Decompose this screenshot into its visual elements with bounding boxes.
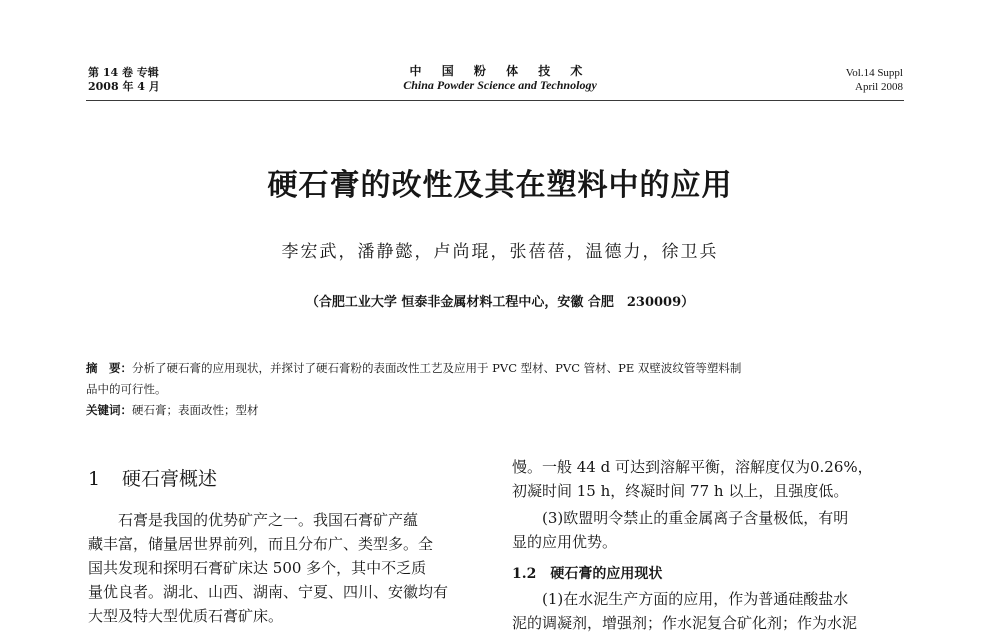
left-line: 量优良者。湖北、山西、湖南、宁夏、四川、安徽均有 [88,583,449,601]
header-divider [86,100,904,101]
section-heading [88,464,217,491]
abstract-label: 摘 要： [86,361,132,375]
header-date-en: April 2008 [855,81,903,93]
article-title: 硬石膏的改性及其在塑料中的应用 [267,168,733,203]
right-column-paragraph-1 [512,455,873,503]
journal-name-en: China Powder Science and Technology [403,78,597,92]
right-column-paragraph-2 [512,506,848,554]
abstract-line-2: 品中的可行性。 [86,382,167,396]
left-line: 大型及特大型优质石膏矿床。 [88,607,284,625]
left-line: 石膏是我国的优势矿产之一。我国石膏矿产蕴 [88,511,419,529]
left-column-paragraph [88,508,448,628]
right-line: 初凝时间 15 h，终凝时间 77 h 以上，且强度低。 [512,482,849,500]
journal-name-cn: 中 国 粉 体 技 术 [409,64,591,78]
keywords-line [86,402,259,418]
header-volume-en: Vol.14 Suppl [845,67,903,79]
left-line: 国共发现和探明石膏矿床达 500 多个，其中不乏质 [88,559,427,577]
section-number: 1 [88,468,101,490]
right-line: (1)在水泥生产方面的应用，作为普通硅酸盐水 [512,590,849,608]
header-date-cn: 2008 年 4 月 [88,80,160,93]
header-volume-en-info [846,66,903,94]
abstract-line-1 [86,360,741,376]
abstract-text-1: 分析了硬石膏的应用现状，并探讨了硬石膏粉的表面改性工艺及应用于 PVC 型材、PVC 管材、PE 双壁波纹管等塑料制 [132,361,742,375]
right-column-paragraph-3 [512,587,857,635]
section-title: 硬石膏概述 [122,468,218,490]
right-line: 泥的调凝剂，增强剂；作水泥复合矿化剂；作为水泥 [512,614,858,632]
article-affiliation: （合肥工业大学 恒泰非金属材料工程中心，安徽 合肥 230009） [305,295,695,310]
left-line: 藏丰富，储量居世界前列，而且分布广、类型多。全 [88,535,434,553]
right-line: 显的应用优势。 [512,533,618,551]
keywords-text: 硬石膏；表面改性；型材 [132,403,259,417]
keywords-label: 关键词： [86,403,132,417]
right-line: (3)欧盟明令禁止的重金属离子含量极低，有明 [512,509,849,527]
header-volume-cn: 第 14 卷 专辑 [88,66,159,79]
right-line: 慢。一般 44 d 可达到溶解平衡，溶解度仅为0.26%， [512,458,873,476]
subsection-heading: 1.2 硬石膏的应用现状 [512,566,663,582]
article-authors: 李宏武，潘静懿，卢尚琨，张蓓蓓，温德力，徐卫兵 [281,242,719,262]
